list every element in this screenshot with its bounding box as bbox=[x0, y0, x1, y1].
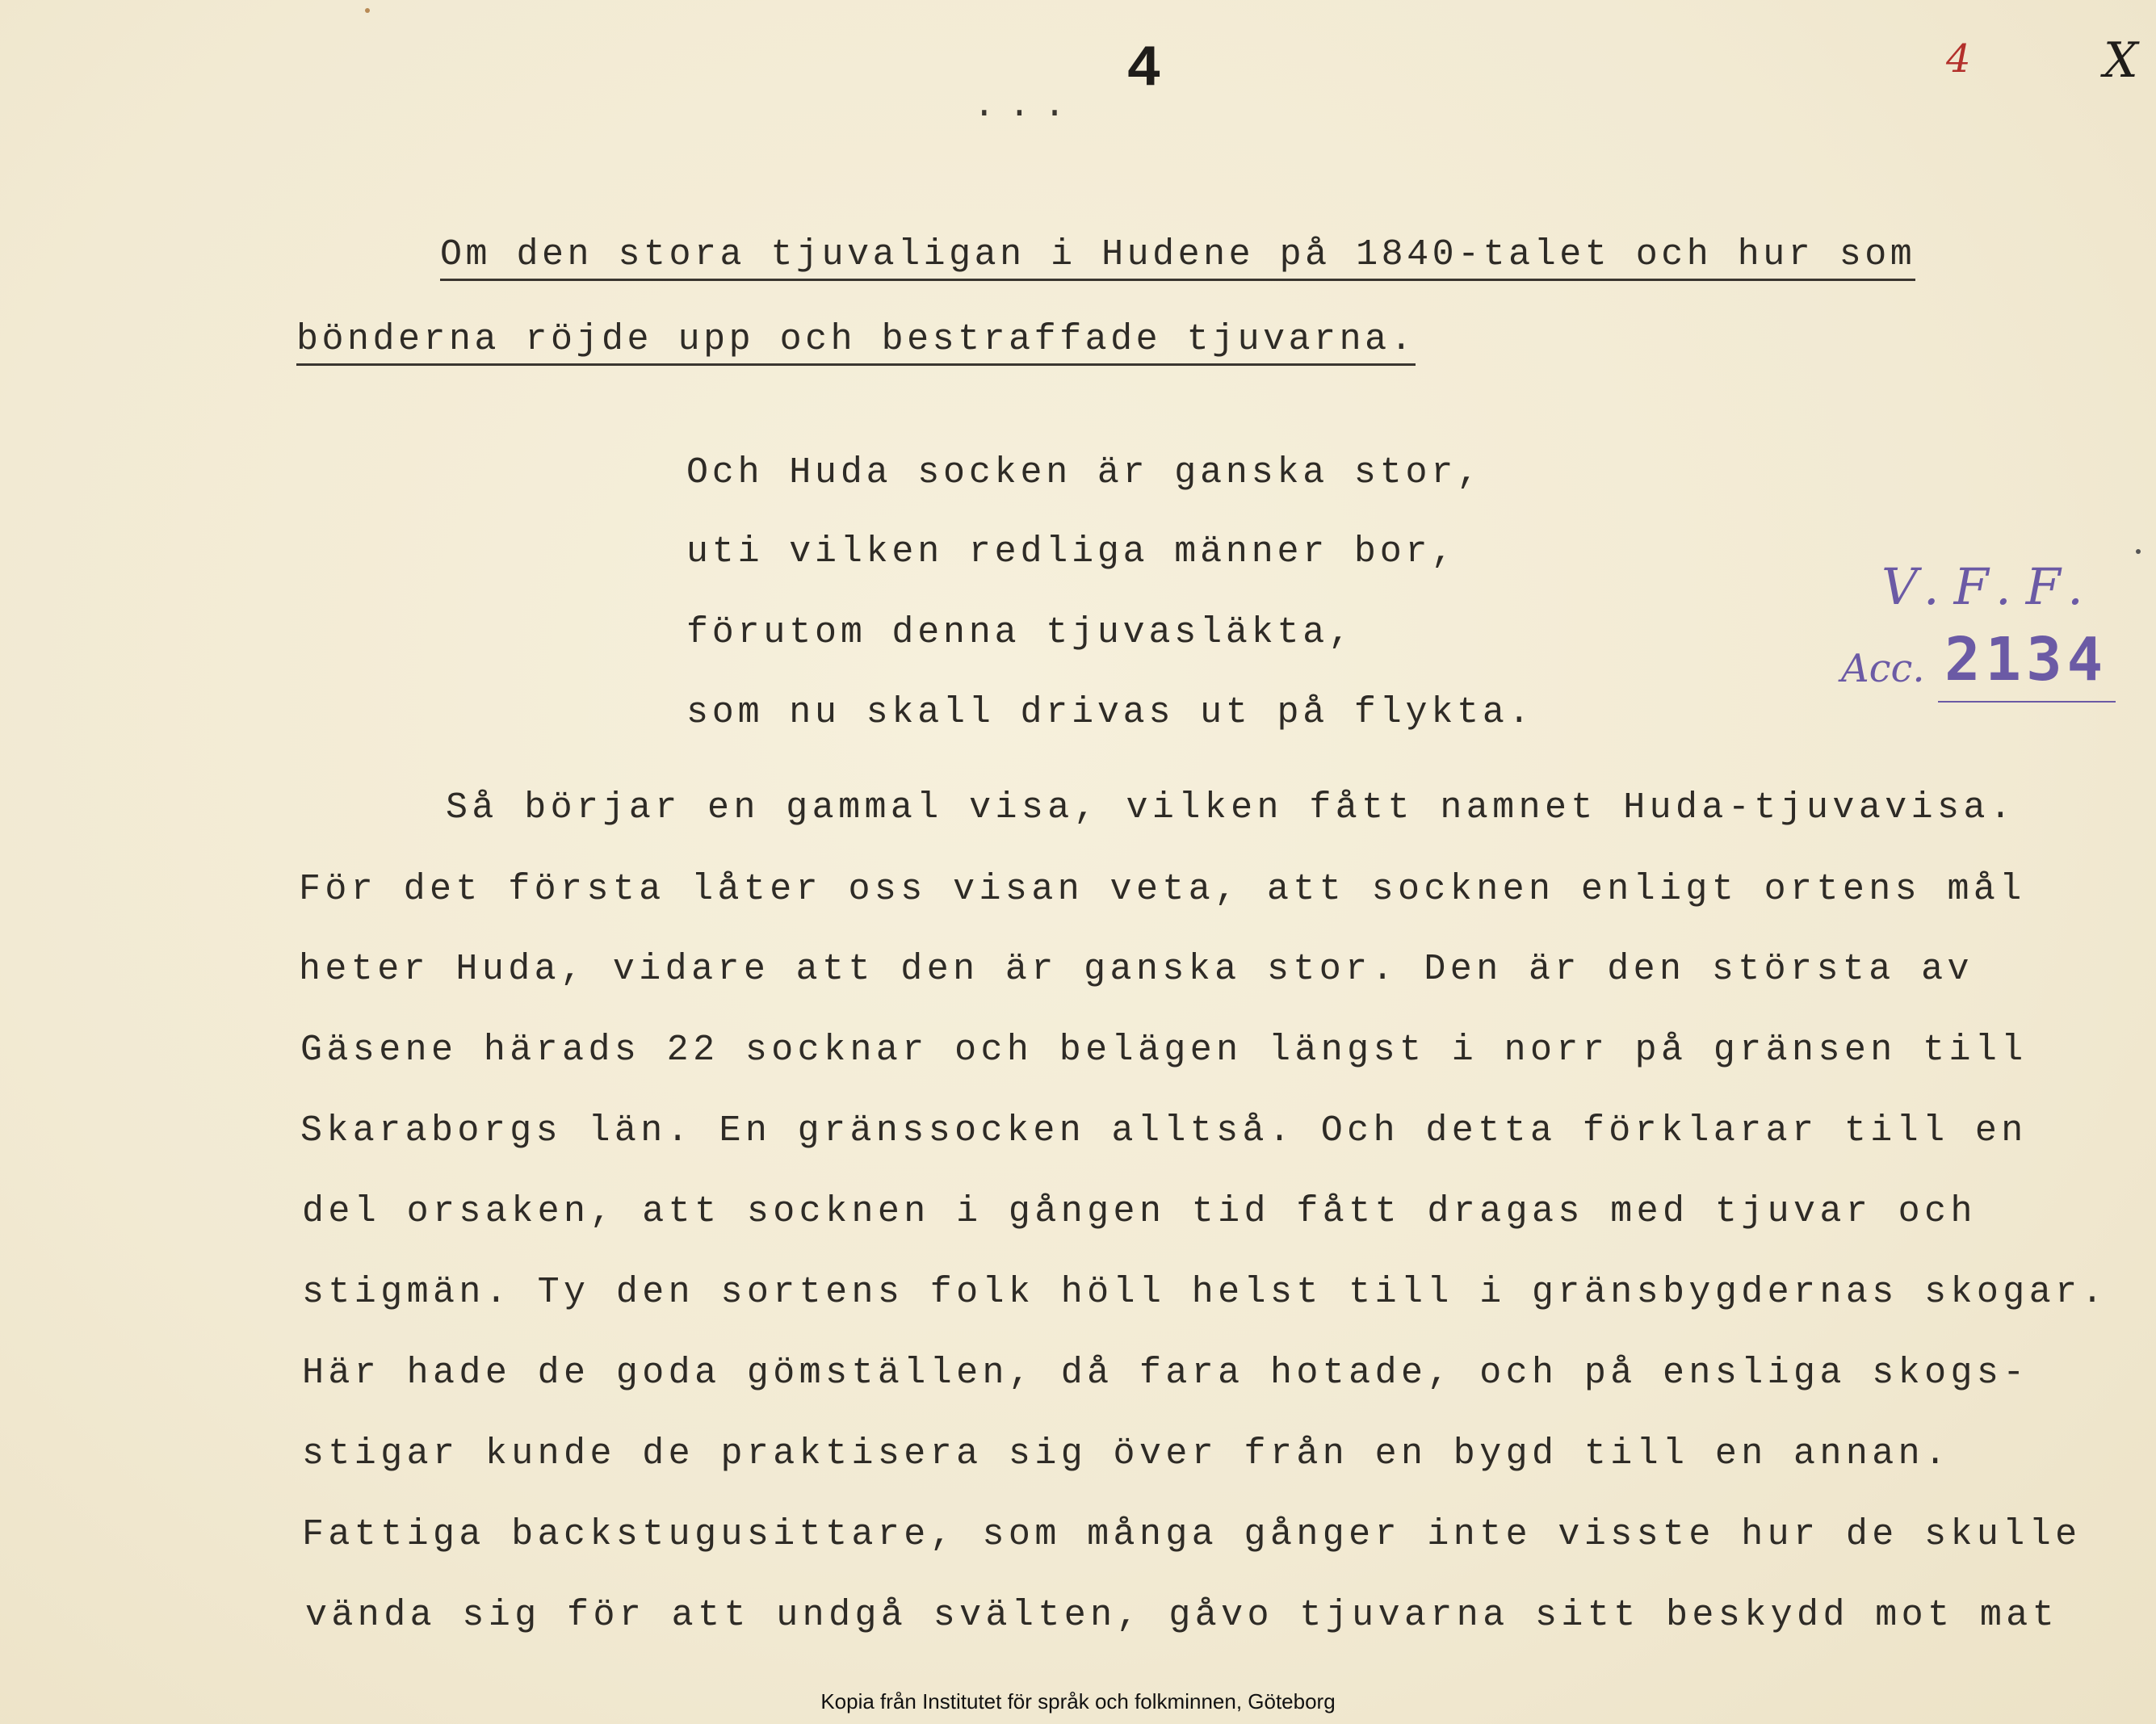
stamp-acc-label: Acc. bbox=[1841, 646, 1925, 691]
title-line-1: Om den stora tjuvaligan i Hudene på 1840-talet och hur som bbox=[440, 234, 1915, 281]
paper-speck bbox=[2136, 549, 2141, 554]
archive-stamp bbox=[1841, 557, 2116, 711]
body-line: stigmän. Ty den sortens folk höll helst till i gränsbygdernas skogar. bbox=[302, 1272, 2108, 1313]
footer-credit: Kopia från Institutet för språk och folkminnen, Göteborg bbox=[820, 1689, 1336, 1714]
stamp-underline bbox=[1938, 701, 2116, 703]
poem-line: Och Huda socken är ganska stor, bbox=[686, 452, 1483, 493]
stamp-org: V.F.F. bbox=[1881, 557, 2098, 616]
poem-line: uti vilken redliga männer bor, bbox=[686, 531, 1458, 573]
poem-line: förutom denna tjuvasläkta, bbox=[686, 612, 1354, 653]
body-line: Skaraborgs län. En gränssocken alltså. Och detta förklarar till en bbox=[300, 1110, 2028, 1151]
body-line: heter Huda, vidare att den är ganska stor. Den är den största av bbox=[299, 949, 1974, 990]
body-line: stigar kunde de praktisera sig över från en bygd till en annan. bbox=[302, 1433, 1951, 1474]
poem-line: som nu skall drivas ut på flykta. bbox=[686, 692, 1534, 733]
handwritten-mark: X bbox=[2104, 32, 2138, 89]
body-line: Här hade de goda gömställen, då fara hotade, och på ensliga skogs- bbox=[302, 1353, 2029, 1394]
paper-speck bbox=[365, 8, 370, 13]
body-line: Gäsene härads 22 socknar och belägen längst i norr på gränsen till bbox=[300, 1030, 2028, 1071]
page-number: 4 bbox=[1126, 36, 1162, 103]
body-line: Så börjar en gammal visa, vilken fått namnet Huda-tjuvavisa. bbox=[446, 787, 2016, 828]
title-line-2: bönderna röjde upp och bestraffade tjuvarna. bbox=[296, 319, 1416, 366]
ellipsis-mark: ... bbox=[973, 85, 1079, 127]
body-line: Fattiga backstugusittare, som många gånger inte visste hur de skulle bbox=[302, 1514, 2082, 1555]
stamp-acc-number: 2134 bbox=[1944, 625, 2108, 694]
handwritten-page-number: 4 bbox=[1946, 36, 1971, 82]
body-line: del orsaken, att socknen i gången tid fått dragas med tjuvar och bbox=[302, 1191, 1977, 1232]
body-line: För det första låter oss visan veta, att socknen enligt ortens mål bbox=[299, 869, 2026, 910]
body-line: vända sig för att undgå svälten, gåvo tjuvarna sitt beskydd mot mat bbox=[305, 1595, 2059, 1636]
